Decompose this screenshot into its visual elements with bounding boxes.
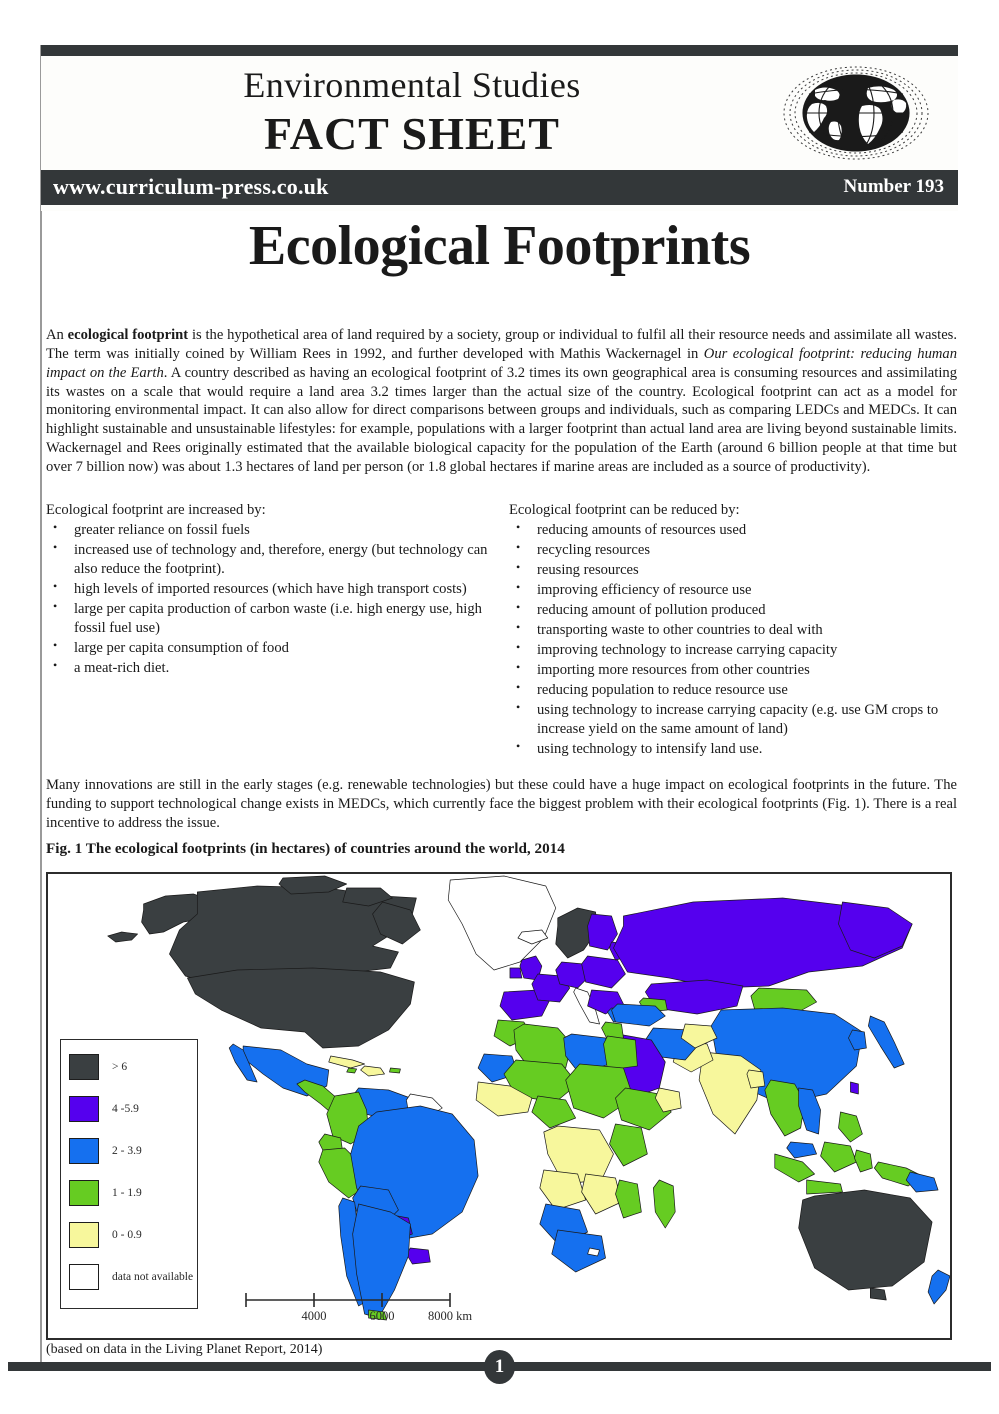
list-item: • using technology to increase carrying capacity (e.g. use GM crops to increase yield on the same amount of land) (509, 701, 959, 739)
brand-title: FACT SHEET (264, 108, 560, 159)
legend-label-2: 2 - 3.9 (112, 1145, 142, 1157)
increase-bullet-list (46, 521, 504, 678)
list-item: • reducing population to reduce resource use (509, 681, 959, 700)
legend-swatch-4 (69, 1222, 99, 1248)
legend-row-1 (69, 1094, 139, 1124)
list-item: • a meat-rich diet. (46, 659, 504, 678)
legend-swatch-3 (69, 1180, 99, 1206)
legend-swatch-1 (69, 1096, 99, 1122)
list-item: • large per capita consumption of food (46, 639, 504, 658)
region-jamaica (347, 1068, 357, 1073)
list-item: • high levels of imported resources (which have high transport costs) (46, 580, 504, 599)
reduce-column (509, 501, 959, 760)
globe-logo (776, 62, 936, 164)
legend-swatch-0 (69, 1054, 99, 1080)
page-number-badge: 1 (484, 1350, 515, 1384)
map-legend (60, 1039, 198, 1309)
list-item: • reusing resources (509, 561, 959, 580)
list-item: • reducing amounts of resources used (509, 521, 959, 540)
legend-row-5 (69, 1262, 193, 1292)
scale-tick-1: 4000 (301, 1309, 327, 1323)
intro-italic-title: Our ecological footprint: reducing human impact on the Earth (46, 345, 957, 381)
intro-part1: is the hypothetical area of land required by a society, group or individual to fulfil all their resource needs and assimilate all wastes. The term was initially coined by William Rees in 1992, and further developed with Mathis Wackernagel in (46, 326, 957, 362)
region-tasmania (870, 1288, 886, 1300)
list-item: • improving efficiency of resource use (509, 581, 959, 600)
region-egypt (604, 1036, 638, 1070)
list-item: • using technology to intensify land use. (509, 740, 959, 759)
increase-column (46, 501, 504, 679)
intro-part2: . A country described as having an ecological footprint of 3.2 times its own geographical area is consuming resources and assimilating its wastes on a scale that would require a land area 3.2 times larger than the actual size of the country. Ecological footprint can act as a model for monitoring environmental impact. It can also allow for direct comparisons between groups and individuals, such as comparing LEDCs and MEDCs. It can highlight sustainable and unsustainable lifestyles: for example, populations with a larger footprint than actual land area are living beyond sustainable limits. Wackernagel and Rees originally estimated that the available biological capacity for the population of the Earth (around 6 billion people at that time but over 7 billion now) was about 1.3 hectares of land per person (or 1.8 global hectares if marine areas are included as a source of productivity). (46, 364, 957, 476)
legend-row-4 (69, 1220, 142, 1250)
issue-number: Number 193 (843, 176, 944, 197)
page-title: Ecological Footprints (248, 215, 751, 277)
list-item: • importing more resources from other countries (509, 661, 959, 680)
intro-paragraph (46, 326, 957, 478)
legend-label-4: 0 - 0.9 (112, 1229, 142, 1241)
outro-paragraph: Many innovations are still in the early stages (e.g. renewable technologies) but these could have a huge impact on ecological footprints in the future. The funding to support technological change exists in MEDCs, which currently face the biggest problem with their ecological footprints (Fig. 1). There is a real incentive to address the issue. (46, 776, 957, 831)
list-item: • greater reliance on fossil fuels (46, 521, 504, 540)
map-scale-bar (238, 1286, 538, 1328)
list-item: • transporting waste to other countries to deal with (509, 621, 959, 640)
list-item: • large per capita production of carbon waste (i.e. high energy use, high fossil fuel use) (46, 600, 504, 638)
scale-tick-3: 8000 km (427, 1309, 473, 1323)
legend-label-0: > 6 (112, 1061, 128, 1073)
masthead-urlbar (41, 170, 958, 205)
world-map-figure (46, 872, 952, 1340)
legend-row-0 (69, 1052, 127, 1082)
intro-bold-term: ecological footprint (67, 326, 189, 343)
legend-swatch-2 (69, 1138, 99, 1164)
legend-row-3 (69, 1178, 142, 1208)
list-item: • reducing amount of pollution produced (509, 601, 959, 620)
list-item: • improving technology to increase carrying capacity (509, 641, 959, 660)
increase-heading: Ecological footprint are increased by: (46, 502, 266, 518)
region-taiwan (850, 1082, 858, 1094)
intro-lead: An (46, 326, 68, 343)
scale-tick-2: 6000 (369, 1309, 395, 1323)
reduce-heading: Ecological footprint can be reduced by: (509, 502, 740, 518)
brand-subtitle: Environmental Studies (243, 65, 581, 105)
legend-swatch-5 (69, 1264, 99, 1290)
region-ireland (510, 968, 522, 978)
legend-label-1: 4 -5.9 (112, 1103, 139, 1115)
legend-label-5: data not available (112, 1271, 194, 1283)
region-puerto-rico (389, 1068, 400, 1073)
figure-source: (based on data in the Living Planet Report, 2014) (46, 1342, 323, 1357)
list-item: • increased use of technology and, therefore, energy (but technology can also reduce the footprint). (46, 541, 504, 579)
site-url[interactable]: www.curriculum-press.co.uk (53, 174, 329, 199)
legend-label-3: 1 - 1.9 (112, 1187, 142, 1199)
figure-caption: Fig. 1 The ecological footprints (in hectares) of countries around the world, 2014 (46, 840, 565, 857)
list-item: • recycling resources (509, 541, 959, 560)
legend-row-2 (69, 1136, 142, 1166)
reduce-bullet-list (509, 521, 959, 759)
